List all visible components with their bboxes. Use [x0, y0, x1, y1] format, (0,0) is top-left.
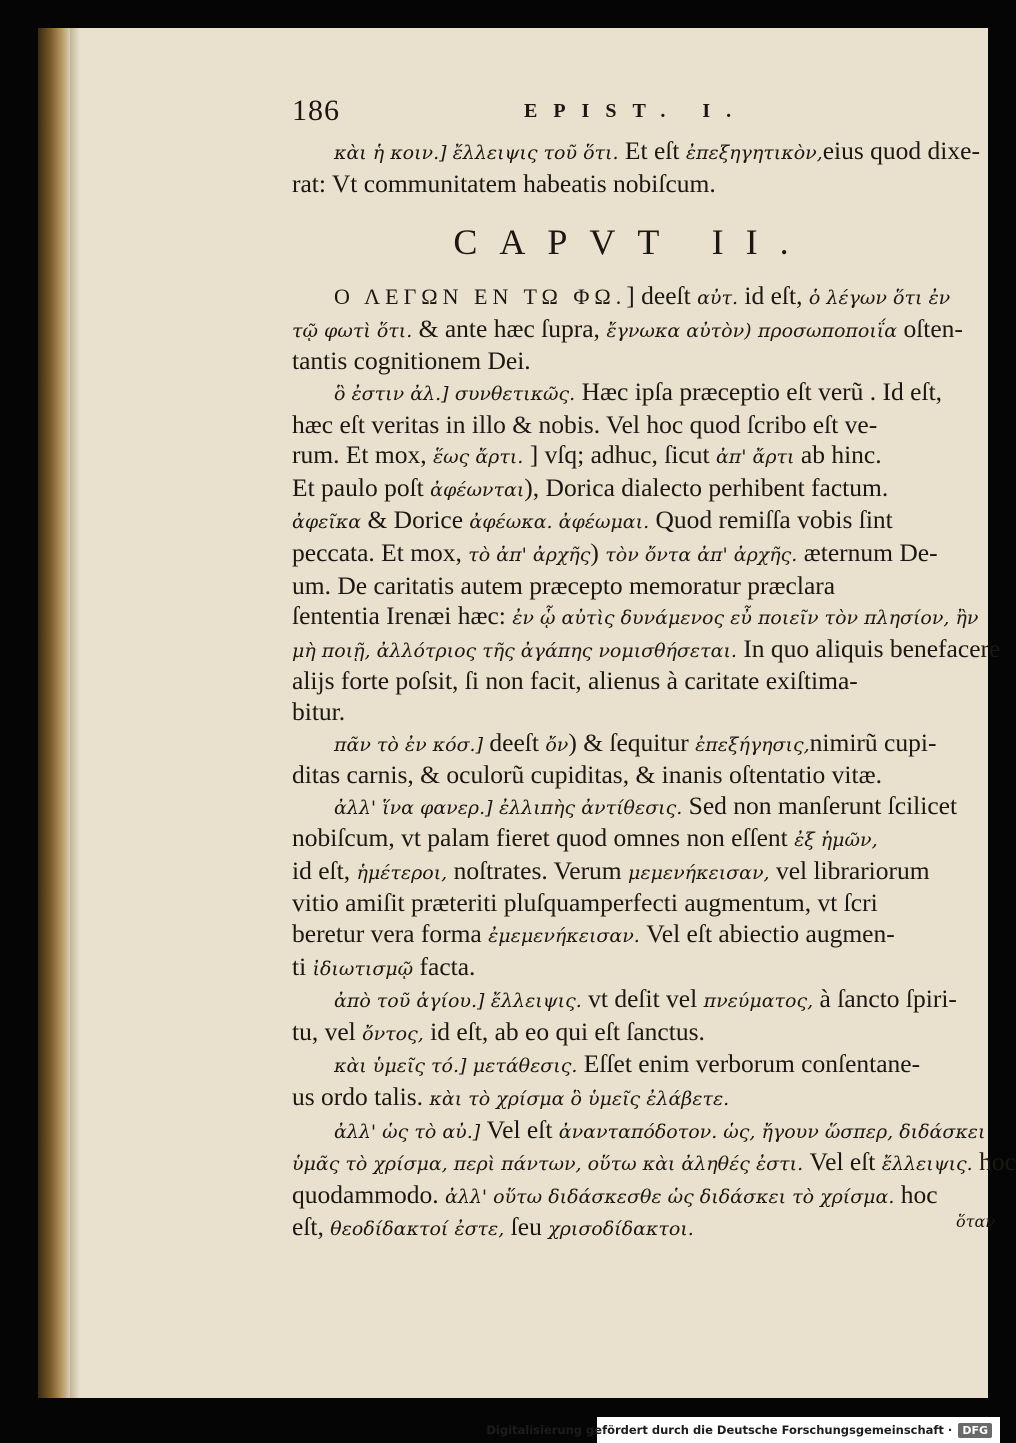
text-line: πᾶν τὸ ἐν κόσ.] deeſt ὄν) & ſequitur ἐπεξήγησις,nimirũ cupi-: [334, 727, 937, 757]
text-line: us ordo talis. κὰι τὸ χρίσμα ὃ ὑμεῖς ἐλάβετε.: [292, 1082, 730, 1112]
text-line: tantis cognitionem Dei.: [292, 346, 531, 376]
text-line: alijs forte poſsit, ſi non facit, alienus à caritate exiſtima-: [292, 666, 858, 696]
text-line: ἀφεῖκα & Dorice ἀφέωκα. ἀφέωμαι. Quod remiſſa vobis ſint: [292, 505, 893, 535]
text-line: peccata. Et mox, τὸ ἀπ' ἀρχῆς) τὸν ὄντα ἀπ' ἀρχῆς. æternum De-: [292, 537, 938, 567]
text-line: κὰι ἡ κοιν.] ἔλλειψις τοῦ ὅτι. Et eſt ἐπεξηγητικὸν,eius quod dixe-: [334, 136, 980, 165]
text-line: ditas carnis, & oculorũ cupiditas, & inanis oſtentatio vitæ.: [292, 760, 882, 790]
catchword: ὅταν: [956, 1212, 996, 1231]
text-line: ἀπὸ τοῦ ἁγίου.] ἔλλειψις. vt deſit vel πνεύματος, à ſancto ſpiri-: [334, 984, 957, 1014]
page-number: 186: [292, 94, 340, 127]
text-line: ἀλλ' ὡς τὸ αὐ.] Vel eſt ἀνανταπόδοτον. ὡς, ἤγουν ὥσπερ, διδάσκει: [334, 1114, 986, 1144]
text-line: τῷ φωτὶ ὅτι. & ante hæc ſupra, ἔγνωκα αὐτὸν) προσωποποιΐα oſten-: [292, 313, 963, 343]
text-line: eſt, θεοδίδακτοί ἐστε, ſeu χρισοδίδακτοι.: [292, 1212, 694, 1242]
text-line: um. De caritatis autem præcepto memoratur præclara: [292, 570, 836, 600]
chapter-heading: CAPVT II.: [453, 222, 811, 263]
text-line: rum. Et mox, ἕως ἄρτι. ] vſq; adhuc, ſicut ἀπ' ἄρτι ab hinc.: [292, 440, 882, 470]
spine-shadow: [70, 28, 80, 1398]
dfg-logo-icon: DFG: [958, 1423, 992, 1438]
text-line: μὴ ποιῇ, ἀλλότριος τῆς ἀγάπης νομισθήσεται. In quo aliquis benefacere: [292, 633, 1001, 663]
page-header: [292, 94, 1012, 136]
text-line: Et paulo poſt ἀφέωνται), Dorica dialecto perhibent factum.: [292, 472, 889, 502]
page-text: [292, 94, 1016, 1245]
text-line: ὃ ἐστιν ἀλ.] συνθετικῶς. Hæc ipſa præceptio eſt verũ . Id eſt,: [334, 376, 943, 406]
text-line: ἀλλ' ἵνα φανερ.] ἐλλιπὴς ἀντίθεσις. Sed non manſerunt ſcilicet: [334, 790, 958, 820]
text-line: tu, vel ὄντος, id eſt, ab eo qui eſt ſanctus.: [292, 1016, 705, 1046]
text-line: nobiſcum, vt palam fieret quod omnes non eſſent ἐξ ἡμῶν,: [292, 823, 878, 853]
text-line: ὑμᾶς τὸ χρίσμα, περὶ πάντων, οὕτω κὰι ἀληθές ἐστι. Vel eſt ἔλλειψις. hoc: [292, 1147, 1016, 1177]
book-page: [38, 28, 1016, 1398]
text-line: ſententia Irenæi hæc: ἐν ᾧ αὐτὶς δυνάμενος εὖ ποιεῖν τὸν πλησίον, ἢν: [292, 601, 979, 631]
text-line: quodammodo. ἀλλ' οὕτω διδάσκεσθε ὡς διδάσκει τὸ χρίσμα. hoc: [292, 1179, 938, 1209]
footer-credit: Digitalisierung gefördert durch die Deutsche Forschungsgemeinschaft ·: [486, 1423, 953, 1437]
text-line: vitio amiſit præteriti pluſquamperfecti augmentum, vt ſcri: [292, 888, 878, 918]
text-line: ti ἰδιωτισμῷ facta.: [292, 951, 476, 981]
text-line: beretur vera forma ἐμεμενήκεισαν. Vel eſt abiectio augmen-: [292, 919, 895, 949]
text-line: rat: Vt communitatem habeatis nobiſcum.: [292, 168, 716, 198]
running-head: EPIST. I.: [524, 100, 748, 122]
text-line: hæc eſt veritas in illo & nobis. Vel hoc quod ſcribo eſt ve-: [292, 409, 878, 439]
digitization-footer: [486, 1417, 1000, 1443]
text-line: id eſt, ἡμέτεροι, noſtrates. Verum μεμενήκεισαν, vel librariorum: [292, 855, 930, 885]
book-spine: [38, 28, 70, 1398]
text-line: Ο ΛΕΓΩΝ ΕΝ ΤΩ ΦΩ.] deeſt αὐτ. id eſt, ὁ λέγων ὅτι ἐν: [334, 281, 951, 311]
text-line: bitur.: [292, 696, 346, 726]
text-line: κὰι ὑμεῖς τό.] μετάθεσις. Eſſet enim verborum conſentane-: [334, 1049, 921, 1079]
